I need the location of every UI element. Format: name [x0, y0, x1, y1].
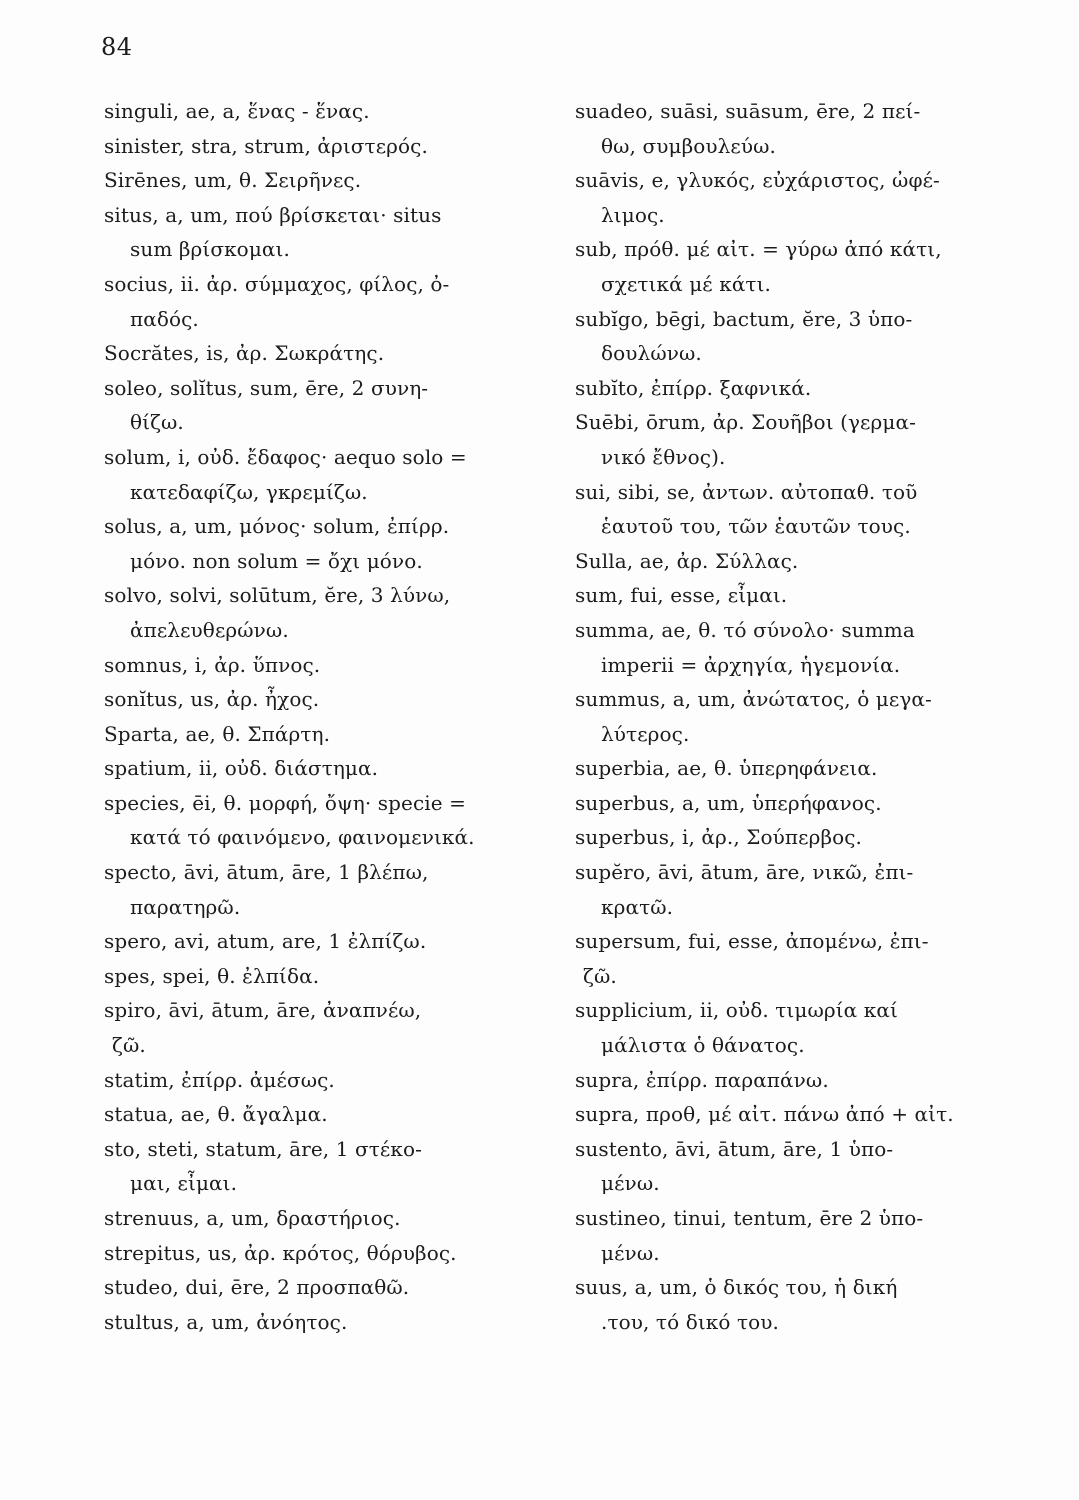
entry-headline: socius, ii. ἀρ. σύμμαχος, φίλος, ὀ-	[104, 271, 450, 296]
dictionary-entry	[575, 1097, 1015, 1132]
entry-headline: superbus, a, um, ὑπερήφανος.	[575, 790, 882, 815]
entry-headline: sinister, stra, strum, ἀριστερός.	[104, 133, 428, 158]
entry-headline: species, ēi, θ. μορφή, ὄψη· specie =	[104, 790, 466, 815]
entry-headline: Socrătes, is, ἀρ. Σωκράτης.	[104, 341, 385, 366]
dictionary-entry	[104, 267, 544, 336]
entry-headline: strepitus, us, ἀρ. κρότος, θόρυβος.	[104, 1240, 457, 1265]
dictionary-entry	[575, 475, 1015, 544]
entry-continuation: παρατηρῶ.	[130, 894, 241, 919]
dictionary-entry	[575, 924, 1015, 993]
entry-headline: soleo, solĭtus, sum, ēre, 2 συνη-	[104, 375, 429, 400]
dictionary-entry	[575, 371, 1015, 406]
dictionary-entry	[104, 959, 544, 994]
entry-headline: solvo, solvi, solūtum, ĕre, 3 λύνω,	[104, 583, 451, 608]
entry-headline: statua, ae, θ. ἄγαλμα.	[104, 1102, 328, 1127]
entry-continuation: θίζω.	[130, 410, 184, 435]
dictionary-entry	[104, 129, 544, 164]
dictionary-entry	[575, 302, 1015, 371]
entry-headline: Sirēnes, um, θ. Σειρῆνες.	[104, 168, 362, 193]
entry-headline: supersum, fui, esse, ἀπομένω, ἐπι-	[575, 929, 929, 954]
dictionary-entry	[575, 1063, 1015, 1098]
dictionary-entry	[575, 578, 1015, 613]
entry-continuation: κατεδαφίζω, γκρεμίζω.	[130, 479, 368, 504]
entry-headline: situs, a, um, πού βρίσκεται· situs	[104, 202, 442, 227]
dictionary-entry	[575, 1270, 1015, 1339]
entry-continuation: sum βρίσκομαι.	[130, 237, 290, 262]
entry-continuation: imperii = ἀρχηγία, ἡγεμονία.	[601, 652, 901, 677]
entry-headline: sum, fui, esse, εἶμαι.	[575, 583, 788, 608]
entry-continuation: σχετικά μέ κάτι.	[601, 271, 771, 296]
dictionary-entry	[104, 717, 544, 752]
dictionary-entry	[104, 1063, 544, 1098]
entry-headline: suadeo, suāsi, suāsum, ēre, 2 πεί-	[575, 99, 921, 123]
entry-continuation: παδός.	[130, 306, 199, 331]
entry-continuation: μαι, εἶμαι.	[130, 1171, 238, 1196]
dictionary-entry	[104, 751, 544, 786]
dictionary-entry	[575, 855, 1015, 924]
entry-headline: somnus, i, ἀρ. ὕπνος.	[104, 652, 321, 677]
entry-headline: superbia, ae, θ. ὑπερηφάνεια.	[575, 756, 878, 781]
entry-headline: studeo, dui, ēre, 2 προσπαθῶ.	[104, 1275, 410, 1300]
entry-headline: supra, προθ, μέ αἰτ. πάνω ἀπό + αἰτ.	[575, 1102, 954, 1127]
entry-headline: sustineo, tinui, tentum, ēre 2 ὑπο-	[575, 1206, 924, 1230]
entry-continuation: μόνο. non solum = ὄχι μόνο.	[130, 548, 423, 573]
right-column	[575, 94, 1015, 1339]
entry-headline: subĭto, ἐπίρρ. ξαφνικά.	[575, 375, 812, 400]
entry-headline: spes, spei, θ. ἐλπίδα.	[104, 963, 320, 988]
entry-headline: sui, sibi, se, ἀντων. αὐτοπαθ. τοῦ	[575, 479, 918, 504]
dictionary-entry	[104, 440, 544, 509]
dictionary-entry	[575, 682, 1015, 751]
entry-headline: statim, ἐπίρρ. ἀμέσως.	[104, 1067, 335, 1092]
dictionary-entry	[575, 94, 1015, 163]
dictionary-entry	[104, 509, 544, 578]
entry-headline: sub, πρόθ. μέ αἰτ. = γύρω ἀπό κάτι,	[575, 237, 942, 262]
entry-headline: summa, ae, θ. τό σύνολο· summa	[575, 617, 915, 642]
dictionary-entry	[104, 855, 544, 924]
entry-continuation: μένω.	[601, 1171, 660, 1196]
entry-continuation: μένω.	[601, 1240, 660, 1265]
entry-continuation: λιμος.	[601, 202, 665, 227]
entry-headline: suus, a, um, ὁ δικός του, ἡ δική	[575, 1275, 898, 1300]
entry-continuation: κατά τό φαινόμενο, φαινομενικά.	[130, 825, 475, 850]
dictionary-entry	[575, 232, 1015, 301]
entry-headline: spero, avi, atum, are, 1 ἐλπίζω.	[104, 929, 427, 954]
dictionary-entry	[104, 1270, 544, 1305]
dictionary-entry	[575, 993, 1015, 1062]
dictionary-entry	[104, 1201, 544, 1236]
dictionary-entry	[104, 1305, 544, 1340]
dictionary-entry	[104, 993, 544, 1062]
entry-headline: subĭgo, bēgi, bactum, ĕre, 3 ὑπο-	[575, 306, 913, 331]
entry-continuation: μάλιστα ὁ θάνατος.	[601, 1033, 805, 1058]
entry-headline: supĕro, āvi, ātum, āre, νικῶ, ἐπι-	[575, 860, 914, 885]
entry-continuation: δουλώνω.	[601, 341, 702, 366]
dictionary-entry	[104, 648, 544, 683]
entry-headline: Suēbi, ōrum, ἀρ. Σουῆβοι (γερμα-	[575, 410, 916, 435]
dictionary-entry	[104, 94, 544, 129]
dictionary-entry	[104, 1236, 544, 1271]
dictionary-entry	[104, 198, 544, 267]
dictionary-entry	[104, 336, 544, 371]
entry-continuation: ζῶ.	[112, 1033, 146, 1058]
entry-continuation: κρατῶ.	[601, 894, 674, 919]
entry-continuation: .του, τό δικό του.	[601, 1309, 780, 1334]
entry-headline: stultus, a, um, ἀνόητος.	[104, 1309, 348, 1334]
entry-headline: sto, steti, statum, āre, 1 στέκο-	[104, 1136, 422, 1161]
entry-continuation: ἀπελευθερώνω.	[130, 617, 289, 642]
left-column	[104, 94, 544, 1339]
entry-continuation: λύτερος.	[601, 721, 690, 746]
entry-headline: summus, a, um, ἀνώτατος, ὁ μεγα-	[575, 687, 932, 712]
entry-headline: solum, i, οὐδ. ἔδαφος· aequo solo =	[104, 444, 467, 469]
dictionary-entry	[104, 1132, 544, 1201]
entry-headline: supra, ἐπίρρ. παραπάνω.	[575, 1067, 829, 1092]
page-number: 84	[101, 33, 133, 61]
entry-headline: sonĭtus, us, ἀρ. ἦχος.	[104, 687, 320, 712]
dictionary-entry	[575, 820, 1015, 855]
dictionary-entry	[104, 1097, 544, 1132]
dictionary-entry	[575, 163, 1015, 232]
dictionary-entry	[104, 371, 544, 440]
entry-continuation: ἑαυτοῦ του, τῶν ἑαυτῶν τους.	[601, 514, 911, 539]
dictionary-entry	[575, 1201, 1015, 1270]
dictionary-entry	[575, 786, 1015, 821]
entry-headline: supplicium, ii, οὐδ. τιμωρία καί	[575, 998, 898, 1023]
dictionary-entry	[104, 682, 544, 717]
dictionary-entry	[104, 924, 544, 959]
dictionary-entry	[575, 544, 1015, 579]
dictionary-entry	[575, 751, 1015, 786]
dictionary-entry	[575, 405, 1015, 474]
entry-headline: superbus, i, ἀρ., Σούπερβος.	[575, 825, 863, 850]
entry-headline: Sparta, ae, θ. Σπάρτη.	[104, 721, 331, 746]
entry-headline: suāvis, e, γλυκός, εὐχάριστος, ὠφέ-	[575, 168, 940, 193]
dictionary-entry	[104, 163, 544, 198]
entry-headline: solus, a, um, μόνος· solum, ἐπίρρ.	[104, 514, 450, 539]
entry-continuation: θω, συμβουλεύω.	[601, 133, 776, 158]
entry-headline: specto, āvi, ātum, āre, 1 βλέπω,	[104, 860, 429, 885]
entry-headline: singuli, ae, a, ἕνας - ἕνας.	[104, 99, 370, 123]
entry-headline: spiro, āvi, ātum, āre, ἀναπνέω,	[104, 998, 422, 1023]
entry-continuation: ζῶ.	[583, 963, 617, 988]
entry-headline: Sulla, ae, ἀρ. Σύλλας.	[575, 548, 799, 573]
dictionary-entry	[104, 786, 544, 855]
entry-continuation: νικό ἔθνος).	[601, 444, 726, 469]
entry-headline: spatium, ii, οὐδ. διάστημα.	[104, 756, 379, 781]
entry-headline: sustento, āvi, ātum, āre, 1 ὑπο-	[575, 1136, 894, 1161]
dictionary-entry	[104, 578, 544, 647]
entry-headline: strenuus, a, um, δραστήριος.	[104, 1206, 401, 1230]
dictionary-entry	[575, 613, 1015, 682]
dictionary-entry	[575, 1132, 1015, 1201]
